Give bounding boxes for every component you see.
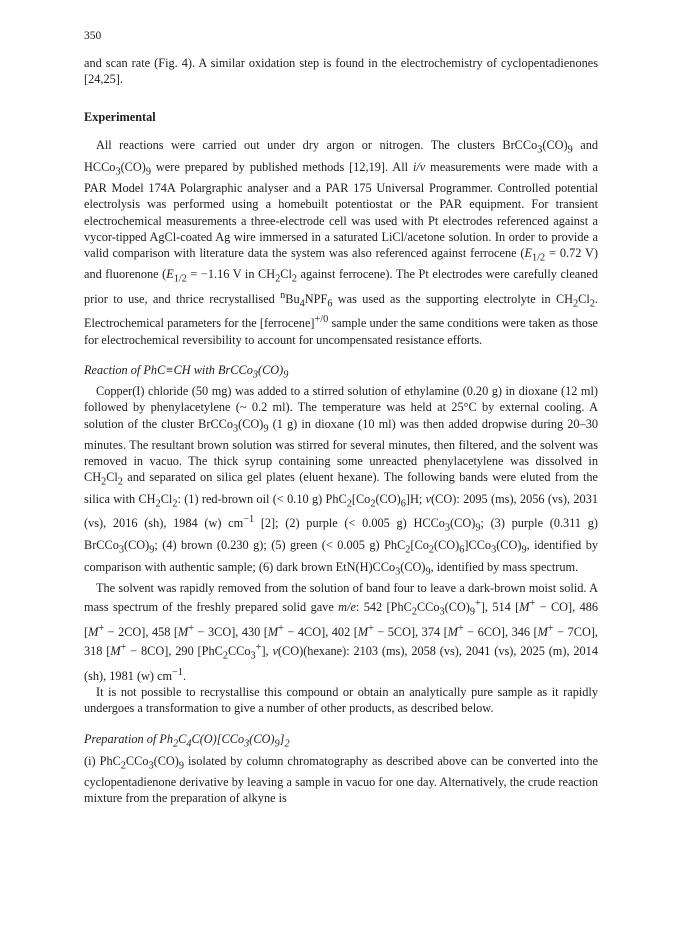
section-heading-preparation: Preparation of $Ph_2C_4C(O)[CCo_3(CO)_9]_2$ — [84, 732, 290, 750]
intro-paragraph: and scan rate (Fig. 4). A similar oxidation step is found in the electrochemistry of cyclopentadienones [24,25]. — [84, 56, 598, 87]
preparation-paragraph: (i) $PhC_2CCo_3(CO)_9$ isolated by column chromatography as described above can be converted into the cyclopentadienone derivative by leaving a sample in vacuo for one day. Alternatively, the crude reaction mixture from the preparation of alkyne is — [84, 753, 598, 806]
section-heading-experimental: Experimental — [84, 110, 156, 125]
reaction-paragraph-2: The solvent was rapidly removed from the solution of band four to leave a dark-brown moist solid. A mass spectrum of the freshly prepared solid gave m/e: 542 $[PhC_2CCo_3(CO)_9^+]$, 514 [M+ − CO], 486 [M+ − 2CO], 458 [M+ − 3CO], 430 [M+ − 4CO], 402 [M+ − 5CO], 374 [M+ − 6CO], 346 [M+ − 7CO], 318 [M+ − 8CO], 290 [PhC$_2$CCo$_3$+], ν(CO)(hexane): 2103 (ms), 2058 (vs), 2041 (vs), 2025 (m), 2014 (sh), 1981 (w) $cm^{-1}$. — [84, 581, 599, 683]
page-body — [84, 30, 598, 806]
reaction-paragraph-3: It is not possible to recrystallise this compound or obtain an analytically pure sample as it rapidly undergoes a transformation to give a number of other products, as described below. — [84, 684, 598, 715]
section-heading-reaction: Reaction of PhC≡CH with $BrCCo_3(CO)_9$ — [84, 362, 289, 381]
experimental-paragraph: All reactions were carried out under dry argon or nitrogen. The clusters $BrCCo_3(CO)_9$ and $HCCo_3(CO)_9$ were prepared by published methods [12,19]. All i/v measurements were made with a PAR Model 174A Polargraphic analyser and a PAR 175 Universal Programmer. Controlled potential electrolysis was performed using a homebuilt potentiostat or the PAR equipment. For transient electrochemical measurements a three-electrode cell was used with Pt electrodes referenced against a vycor-tipped AgCl-coated Ag wire immersed in a saturated LiCl/acetone solution. In order to provide a valid comparison with literature data the system was also referenced against ferrocene ($E_{1/2} = 0.72$ V) and fluorenone ($E_{1/2} = -1.16$ V in $CH_2Cl_2$ against ferrocene). The Pt electrodes were carefully cleaned prior to use, and thrice recrystallised $^nBu_4NPF_6$ was used as the supporting electrolyte in $CH_2Cl_2$. Electrochemical parameters for the [ferrocene]$^{+/0}$ sample under the same conditions were taken as those for electrochemical reversibility to account for uncompensated resistance efforts. — [84, 138, 598, 347]
reaction-paragraph-1: Copper(I) chloride (50 mg) was added to a stirred solution of ethylamine (0.20 g) in dioxane (12 ml) followed by phenylacetylene (~ 0.2 ml). The temperature was held at 25°C by external cooling. A solution of the cluster $BrCCo_3(CO)_9$ (1 g) in dioxane (10 ml) was then added dropwise during 20–30 minutes. The resultant brown solution was stirred for several minutes, then filtered, and the solvent was removed in vacuo. The thick syrup containing some unreacted phenylacetylene was dissolved in $CH_2Cl_2$ and separated on silica gel plates (eluent hexane). The following bands were eluted from the silica with $CH_2Cl_2$: (1) red-brown oil (< 0.10 g) $PhC_2[Co_2(CO)_6]H$; ν(CO): 2095 (ms), 2056 (vs), 2031 (vs), 2016 (sh), 1984 (w) $cm^{-1}$ [2]; (2) purple (< 0.005 g) $HCCo_3(CO)_9$; (3) purple (0.311 g) $BrCCo_3(CO)_9$; (4) brown (0.230 g); (5) green (< 0.005 g) $PhC_2[Co_2(CO)_6]CCo_3(CO)_9$, identified by comparison with authentic sample; (6) dark brown $EtN(H)CCo_3(CO)_9$, identified by mass spectrum. — [84, 384, 599, 577]
page-number: 350 — [84, 30, 102, 42]
